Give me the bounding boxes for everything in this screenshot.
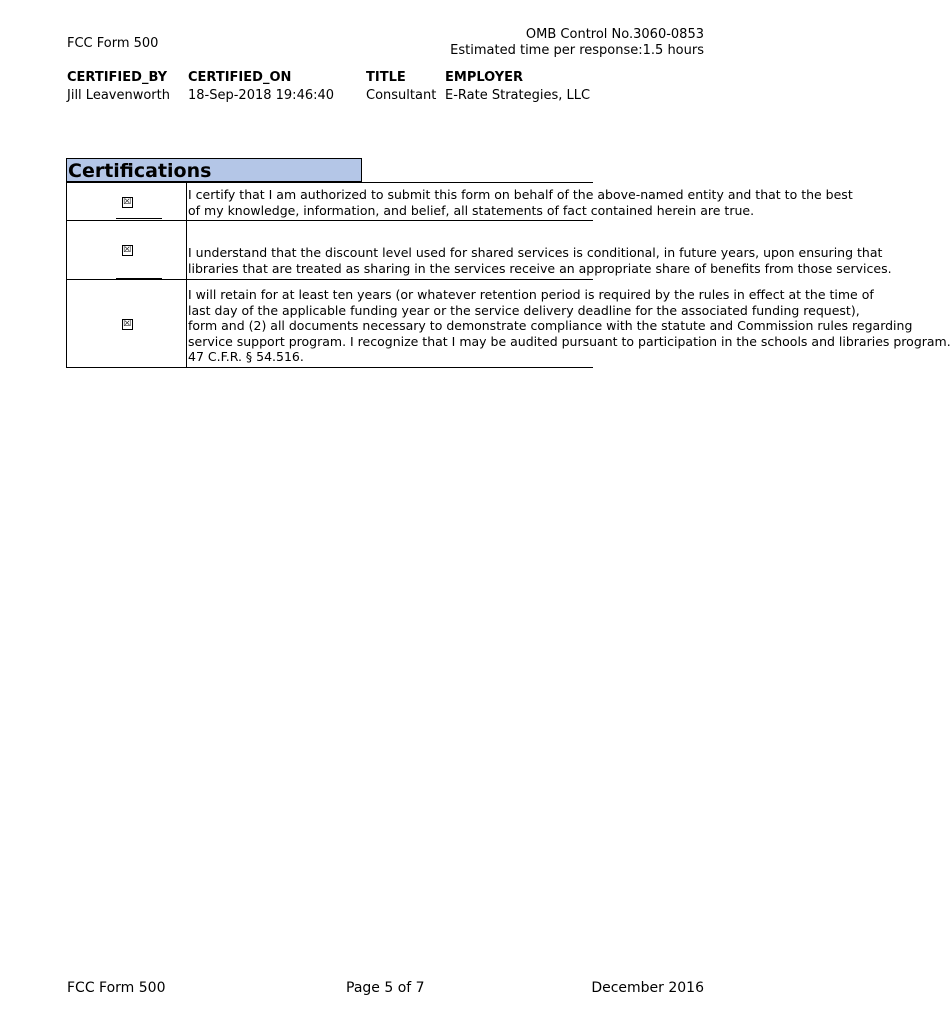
divider xyxy=(116,218,162,219)
footer-page-number: Page 5 of 7 xyxy=(346,980,425,996)
certification-3-line-5: 47 C.F.R. § 54.516. xyxy=(188,349,304,364)
estimated-time: Estimated time per response:1.5 hours xyxy=(450,43,704,58)
certification-1-line-2: of my knowledge, information, and belief, all statements of fact contained herein are true. xyxy=(188,202,755,218)
certification-row-2 xyxy=(67,220,892,279)
form-name-header: FCC Form 500 xyxy=(67,36,159,51)
certification-2-line-2: libraries that are treated as sharing in the services receive an appropriate share of benefits from those services. xyxy=(188,260,892,276)
title-header: TITLE xyxy=(366,70,406,85)
checkbox-1[interactable]: ☒ xyxy=(122,196,132,207)
certification-3-line-3: form and (2) all documents necessary to demonstrate compliance with the statute and Commission rules regarding xyxy=(188,318,913,333)
certification-1-line-1: I certify that I am authorized to submit this form on behalf of the above-named entity and that to the best xyxy=(188,187,853,202)
footer-form-name: FCC Form 500 xyxy=(67,980,166,996)
omb-control-number: OMB Control No.3060-0853 xyxy=(525,27,704,42)
certification-row-3 xyxy=(67,279,951,367)
employer-value: E-Rate Strategies, LLC xyxy=(445,88,591,103)
certifications-title: Certifications xyxy=(66,158,362,182)
certification-3-line-2: last day of the applicable funding year or the service delivery deadline for the associated funding request), xyxy=(188,302,860,318)
employer-header: EMPLOYER xyxy=(445,70,524,85)
title-value: Consultant xyxy=(366,88,437,103)
certified-on-value: 18-Sep-2018 19:46:40 xyxy=(188,88,335,103)
checkbox-3[interactable]: ☒ xyxy=(122,318,132,329)
certified-on-header: CERTIFIED_ON xyxy=(188,70,292,85)
certification-3-line-4: service support program. I recognize that I may be audited pursuant to participation in the schools and libraries program. xyxy=(188,333,951,349)
certification-row-1 xyxy=(67,182,853,220)
certifications-table xyxy=(66,182,951,368)
certified-by-header: CERTIFIED_BY xyxy=(67,70,168,85)
omb-info xyxy=(450,27,704,59)
certification-3-line-1: I will retain for at least ten years (or whatever retention period is required by the rules in effect at the time of xyxy=(188,287,874,302)
checkbox-2[interactable]: ☒ xyxy=(122,245,132,255)
footer-date: December 2016 xyxy=(591,980,704,996)
certified-by-value: Jill Leavenworth xyxy=(67,88,170,103)
certification-2-line-1: I understand that the discount level used for shared services is conditional, in future years, upon ensuring that xyxy=(188,245,883,260)
